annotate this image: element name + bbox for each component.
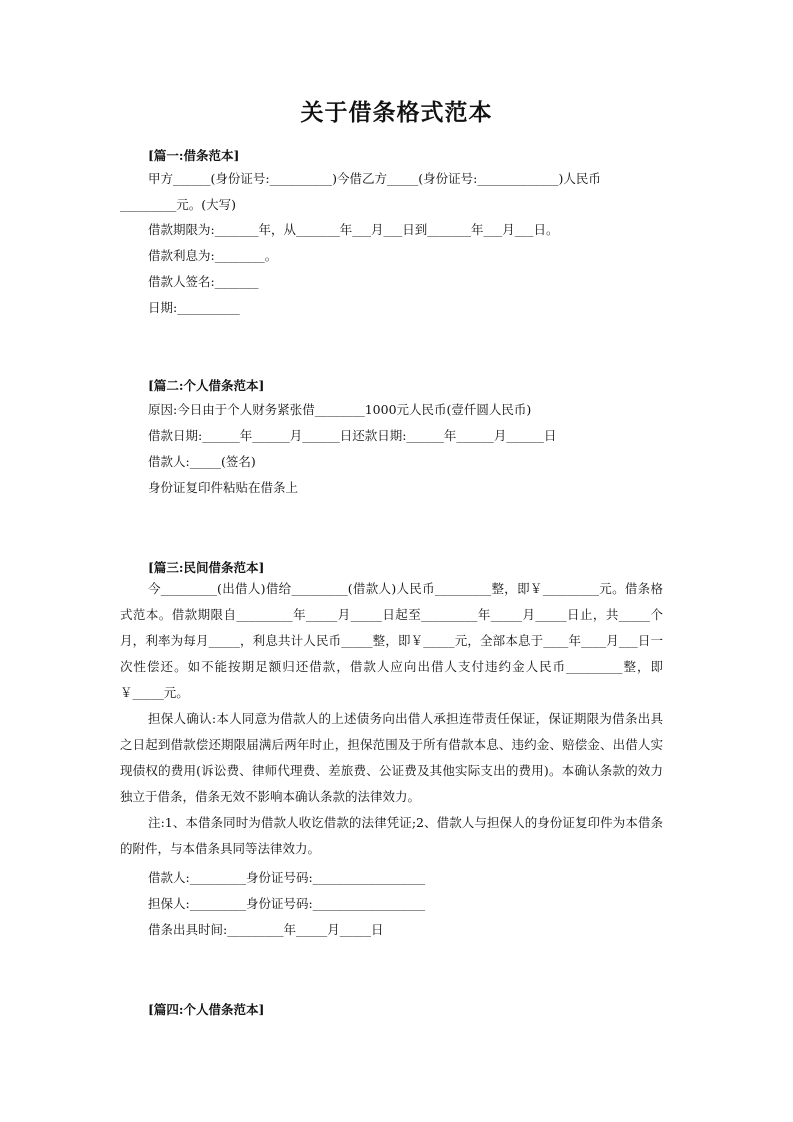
section-4-heading: [篇四:个人借条范本] (148, 1002, 265, 1017)
section-1-line-2: _________元。(大写) (120, 197, 237, 212)
section-2-dates: 借款日期:______年______月______日还款日期:______年______月______日 (148, 428, 557, 443)
section-3-borrower-line: 借款人:_________身份证号码:__________________ (148, 870, 426, 885)
section-3-issue-date: 借条出具时间:_________年_____月_____日 (148, 922, 384, 937)
section-1-date: 日期:__________ (148, 300, 240, 315)
section-2-borrower: 借款人:_____(签名) (148, 454, 256, 469)
section-1-loan-term: 借款期限为:_______年，从_______年___月___日到_______年___月___日。 (148, 222, 559, 237)
section-1-interest: 借款利息为:________。 (148, 248, 278, 263)
document-title: 关于借条格式范本 (300, 99, 493, 126)
section-3-paragraph-3: 注:1、本借条同时为借款人收讫借款的法律凭证;2、借款人与担保人的身份证复印件为本借条的附件，与本借条具同等法律效力。 (120, 815, 663, 856)
section-3-paragraph-1: 今_________(出借人)借给_________(借款人)人民币_________整，即￥_________元。借条格式范本。借款期限自_________年_____月_____日起至_________年_____月_____日止，共_____个月，利率为每月_____，利息共计人民币_____整，即￥_____元，全部本息于____年____月___日一次性偿还。如不能按期足额归还借款，借款人应向出借人支付违约金人民币_________整，即￥_____元。 (120, 581, 663, 700)
section-1-heading: [篇一:借条范本] (148, 148, 240, 163)
section-2-heading: [篇二:个人借条范本] (148, 378, 265, 393)
section-2-reason: 原因:今日由于个人财务紧张借________1000元人民币(壹仟圆人民币) (148, 402, 532, 417)
section-3-guarantor-line: 担保人:_________身份证号码:__________________ (148, 896, 426, 911)
section-3-heading: [篇三:民间借条范本] (148, 560, 265, 575)
section-1-line-1: 甲方______(身份证号:__________)今借乙方_____(身份证号:_____________)人民币 (148, 171, 601, 186)
section-3-paragraph-2: 担保人确认:本人同意为借款人的上述债务向出借人承担连带责任保证，保证期限为借条出具之日起到借款偿还期限届满后两年时止，担保范围及于所有借款本息、违约金、赔偿金、出借人实现债权的费用(诉讼费、律师代理费、差旅费、公证费及其他实际支出的费用)。本确认条款的效力独立于借条，借条无效不影响本确认条款的法律效力。 (120, 711, 663, 804)
section-1-borrower-signature: 借款人签名:_______ (148, 274, 259, 289)
section-2-id-note: 身份证复印件粘贴在借条上 (148, 480, 299, 495)
